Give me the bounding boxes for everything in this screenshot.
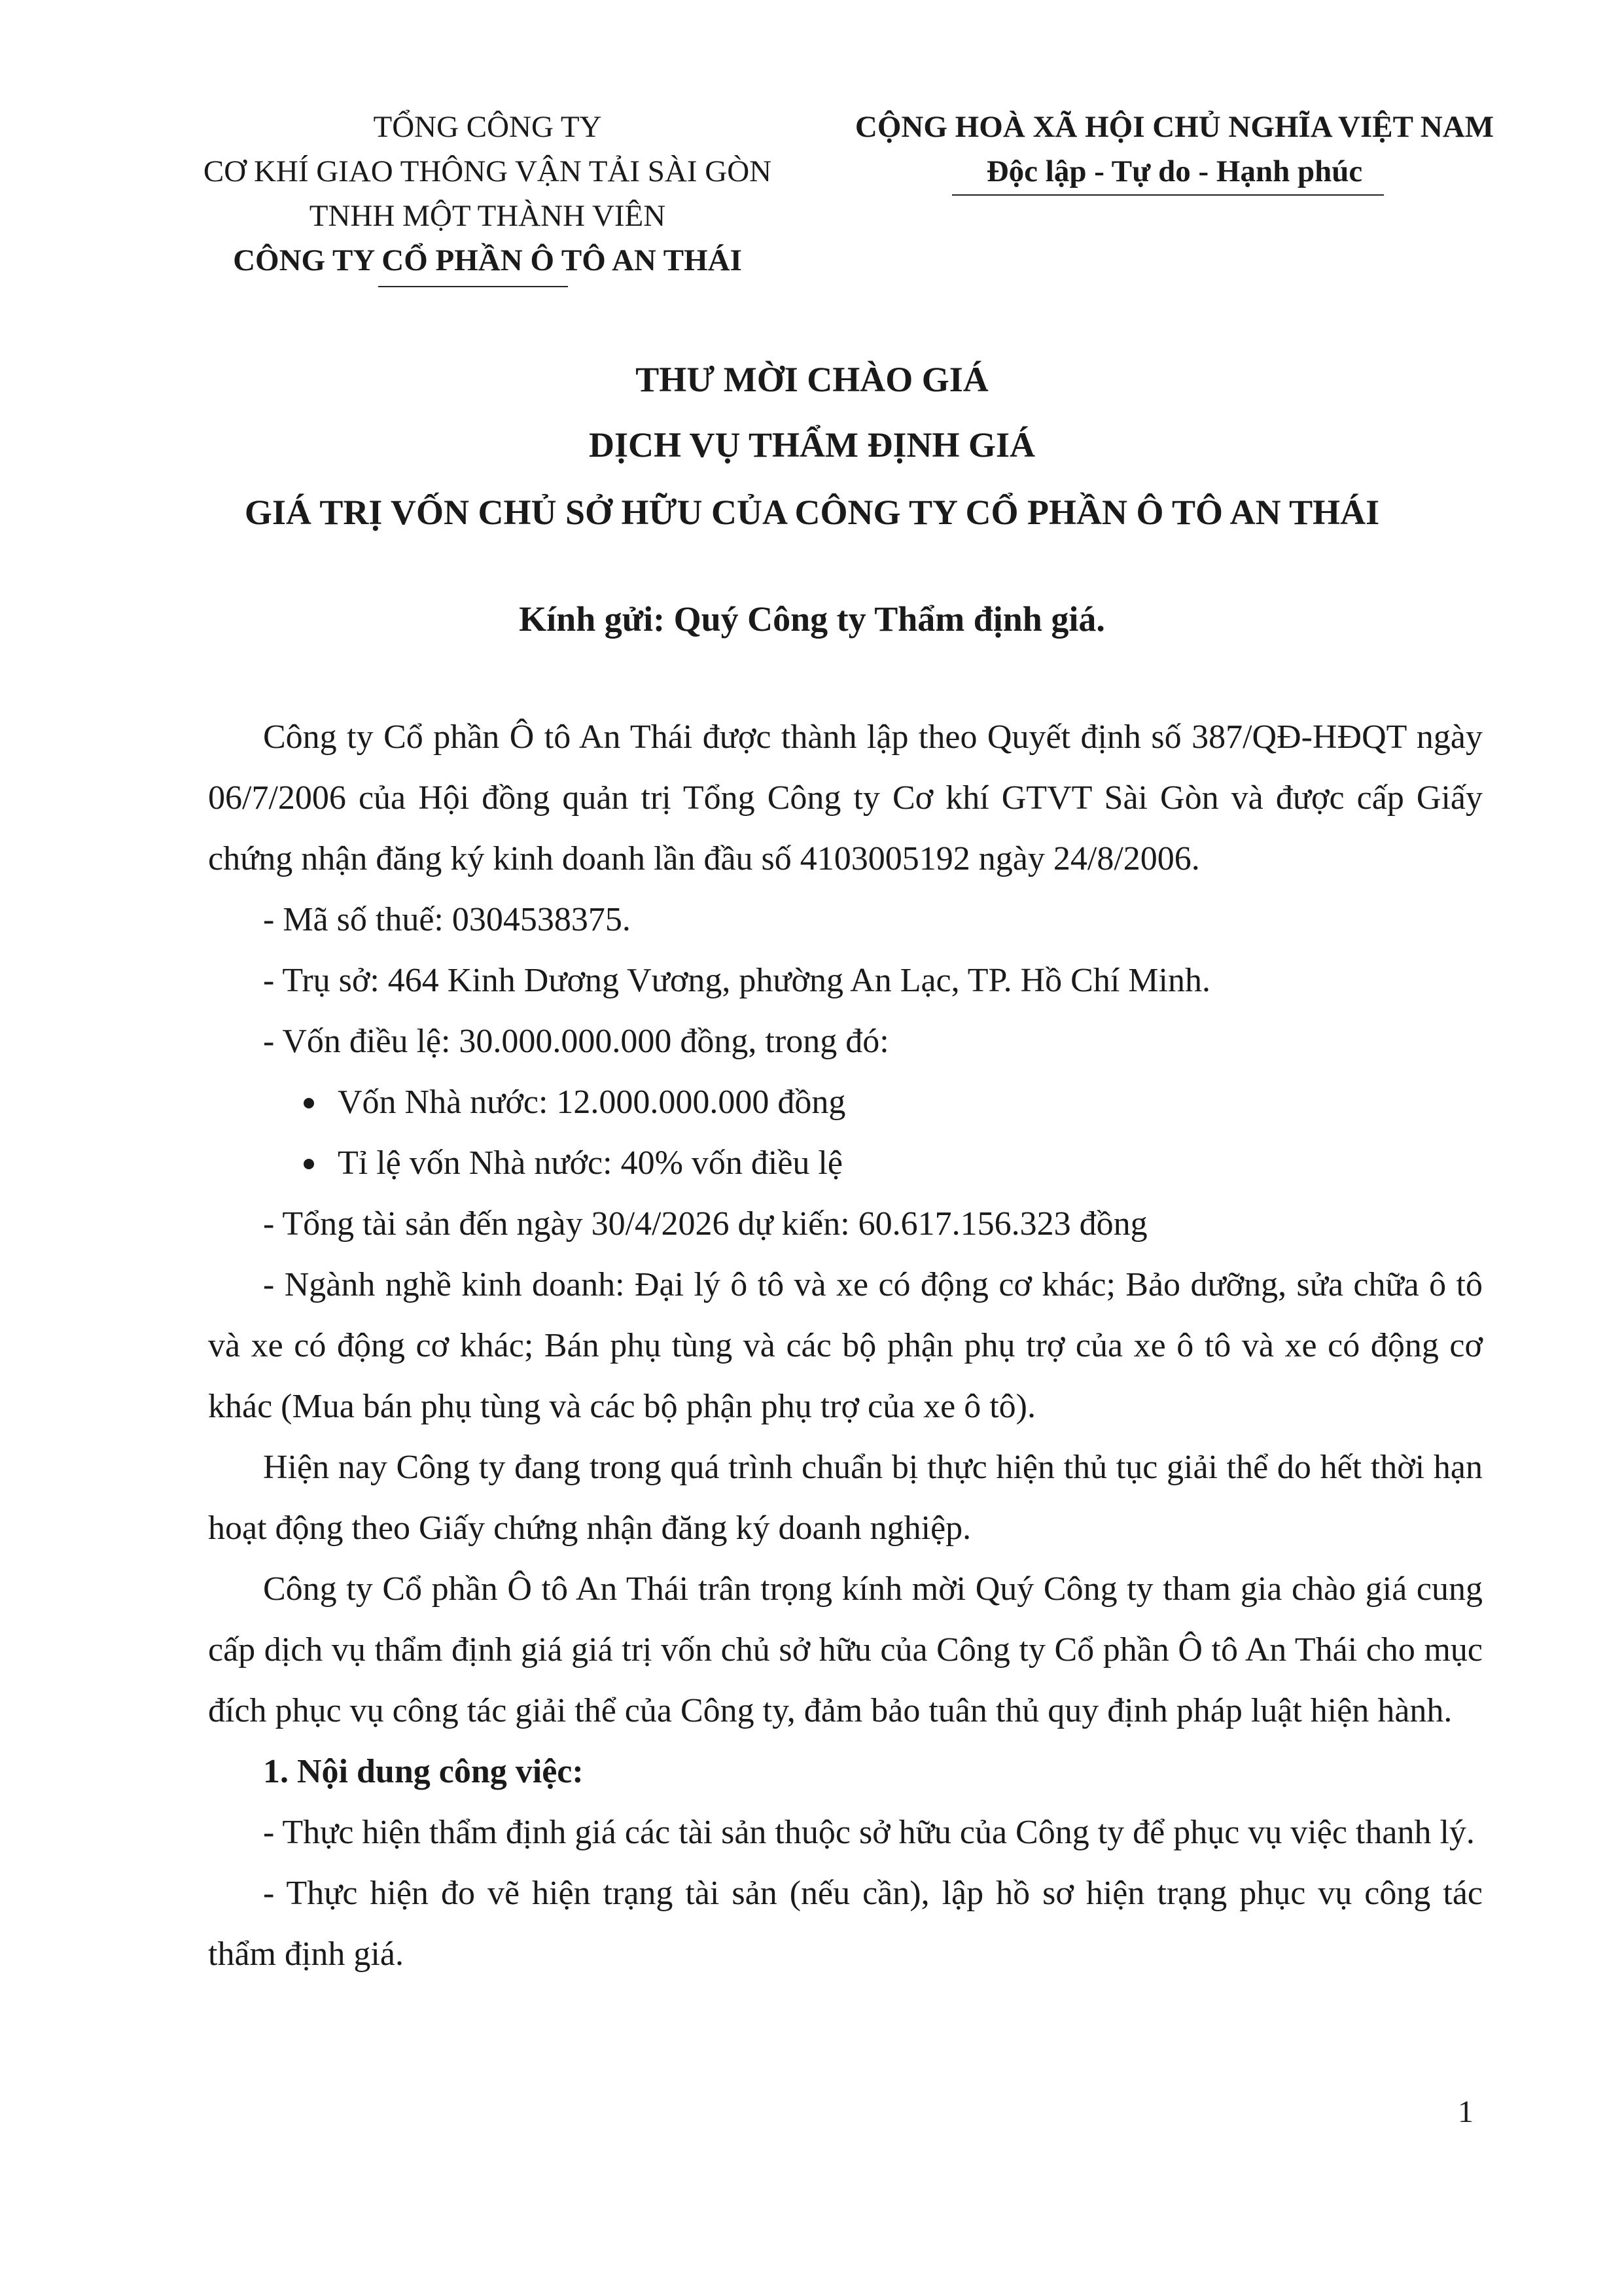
tax-code-item: - Mã số thuế: 0304538375. (263, 901, 631, 938)
title-line-2: DỊCH VỤ THẨM ĐỊNH GIÁ (588, 425, 1036, 465)
task-1-item: - Thực hiện thẩm định giá các tài sản thuộc sở hữu của Công ty để phục vụ việc thanh lý. (263, 1814, 1475, 1851)
state-ratio-text: Tỉ lệ vốn Nhà nước: 40% vốn điều lệ (338, 1144, 843, 1182)
charter-capital-item: - Vốn điều lệ: 30.000.000.000 đồng, trong đó: (263, 1023, 889, 1060)
state-capital-text: Vốn Nhà nước: 12.000.000.000 đồng (338, 1084, 846, 1121)
total-assets-item: - Tổng tài sản đến ngày 30/4/2026 dự kiến: 60.617.156.323 đồng (263, 1205, 1148, 1243)
motto-underline (952, 194, 1384, 196)
state-capital-bullet (208, 1072, 1483, 1133)
dissolution-paragraph: Hiện nay Công ty đang trong quá trình chuẩn bị thực hiện thủ tục giải thể do hết thời hạn hoạt động theo Giấy chứng nhận đăng ký doanh nghiệp. (208, 1449, 1483, 1547)
bullet-icon (304, 1159, 314, 1169)
intro-paragraph: Công ty Cổ phần Ô tô An Thái được thành lập theo Quyết định số 387/QĐ-HĐQT ngày 06/7/2006 của Hội đồng quản trị Tổng Công ty Cơ khí GTVT Sài Gòn và được cấp Giấy chứng nhận đăng ký kinh doanh lần đầu số 4103005192 ngày 24/8/2006. (208, 718, 1483, 877)
issuer-line-1: TỔNG CÔNG TY (373, 110, 602, 144)
bullet-icon (304, 1098, 314, 1108)
greeting: Kính gửi: Quý Công ty Thẩm định giá. (519, 599, 1105, 639)
letter-body (208, 707, 1483, 1985)
issuer-line-3: TNHH MỘT THÀNH VIÊN (309, 199, 666, 233)
headquarters-item: - Trụ sở: 464 Kinh Dương Vương, phường An Lạc, TP. Hồ Chí Minh. (263, 962, 1210, 999)
national-header (805, 105, 1544, 194)
issuer-line-2: CƠ KHÍ GIAO THÔNG VẬN TẢI SÀI GÒN (203, 154, 772, 188)
state-ratio-bullet (208, 1133, 1483, 1193)
title-line-3: GIÁ TRỊ VỐN CHỦ SỞ HỮU CỦA CÔNG TY CỔ PHẦN Ô TÔ AN THÁI (244, 493, 1380, 532)
task-2-item: - Thực hiện đo vẽ hiện trạng tài sản (nếu cần), lập hồ sơ hiện trạng phục vụ công tác thẩm định giá. (208, 1875, 1483, 1973)
invitation-paragraph: Công ty Cổ phần Ô tô An Thái trân trọng kính mời Quý Công ty tham gia chào giá cung cấp dịch vụ thẩm định giá giá trị vốn chủ sở hữu của Công ty Cổ phần Ô tô An Thái cho mục đích phục vụ công tác giải thể của Công ty, đảm bảo tuân thủ quy định pháp luật hiện hành. (208, 1570, 1483, 1729)
title-line-1: THƯ MỜI CHÀO GIÁ (635, 360, 989, 399)
issuer-company: CÔNG TY CỔ PHẦN Ô TÔ AN THÁI (233, 243, 742, 277)
issuer-underline (378, 286, 568, 287)
page-number: 1 (1458, 2094, 1474, 2129)
business-lines-item: - Ngành nghề kinh doanh: Đại lý ô tô và xe có động cơ khác; Bảo dưỡng, sửa chữa ô tô và xe có động cơ khác; Bán phụ tùng và các bộ phận phụ trợ của xe ô tô và xe có động cơ khác (Mua bán phụ tùng và các bộ phận phụ trợ của xe ô tô). (208, 1266, 1483, 1425)
national-motto: Độc lập - Tự do - Hạnh phúc (986, 154, 1363, 188)
national-name: CỘNG HOÀ XÃ HỘI CHỦ NGHĨA VIỆT NAM (855, 110, 1494, 144)
issuer-block (150, 105, 824, 283)
section-1-heading: 1. Nội dung công việc: (263, 1753, 584, 1790)
